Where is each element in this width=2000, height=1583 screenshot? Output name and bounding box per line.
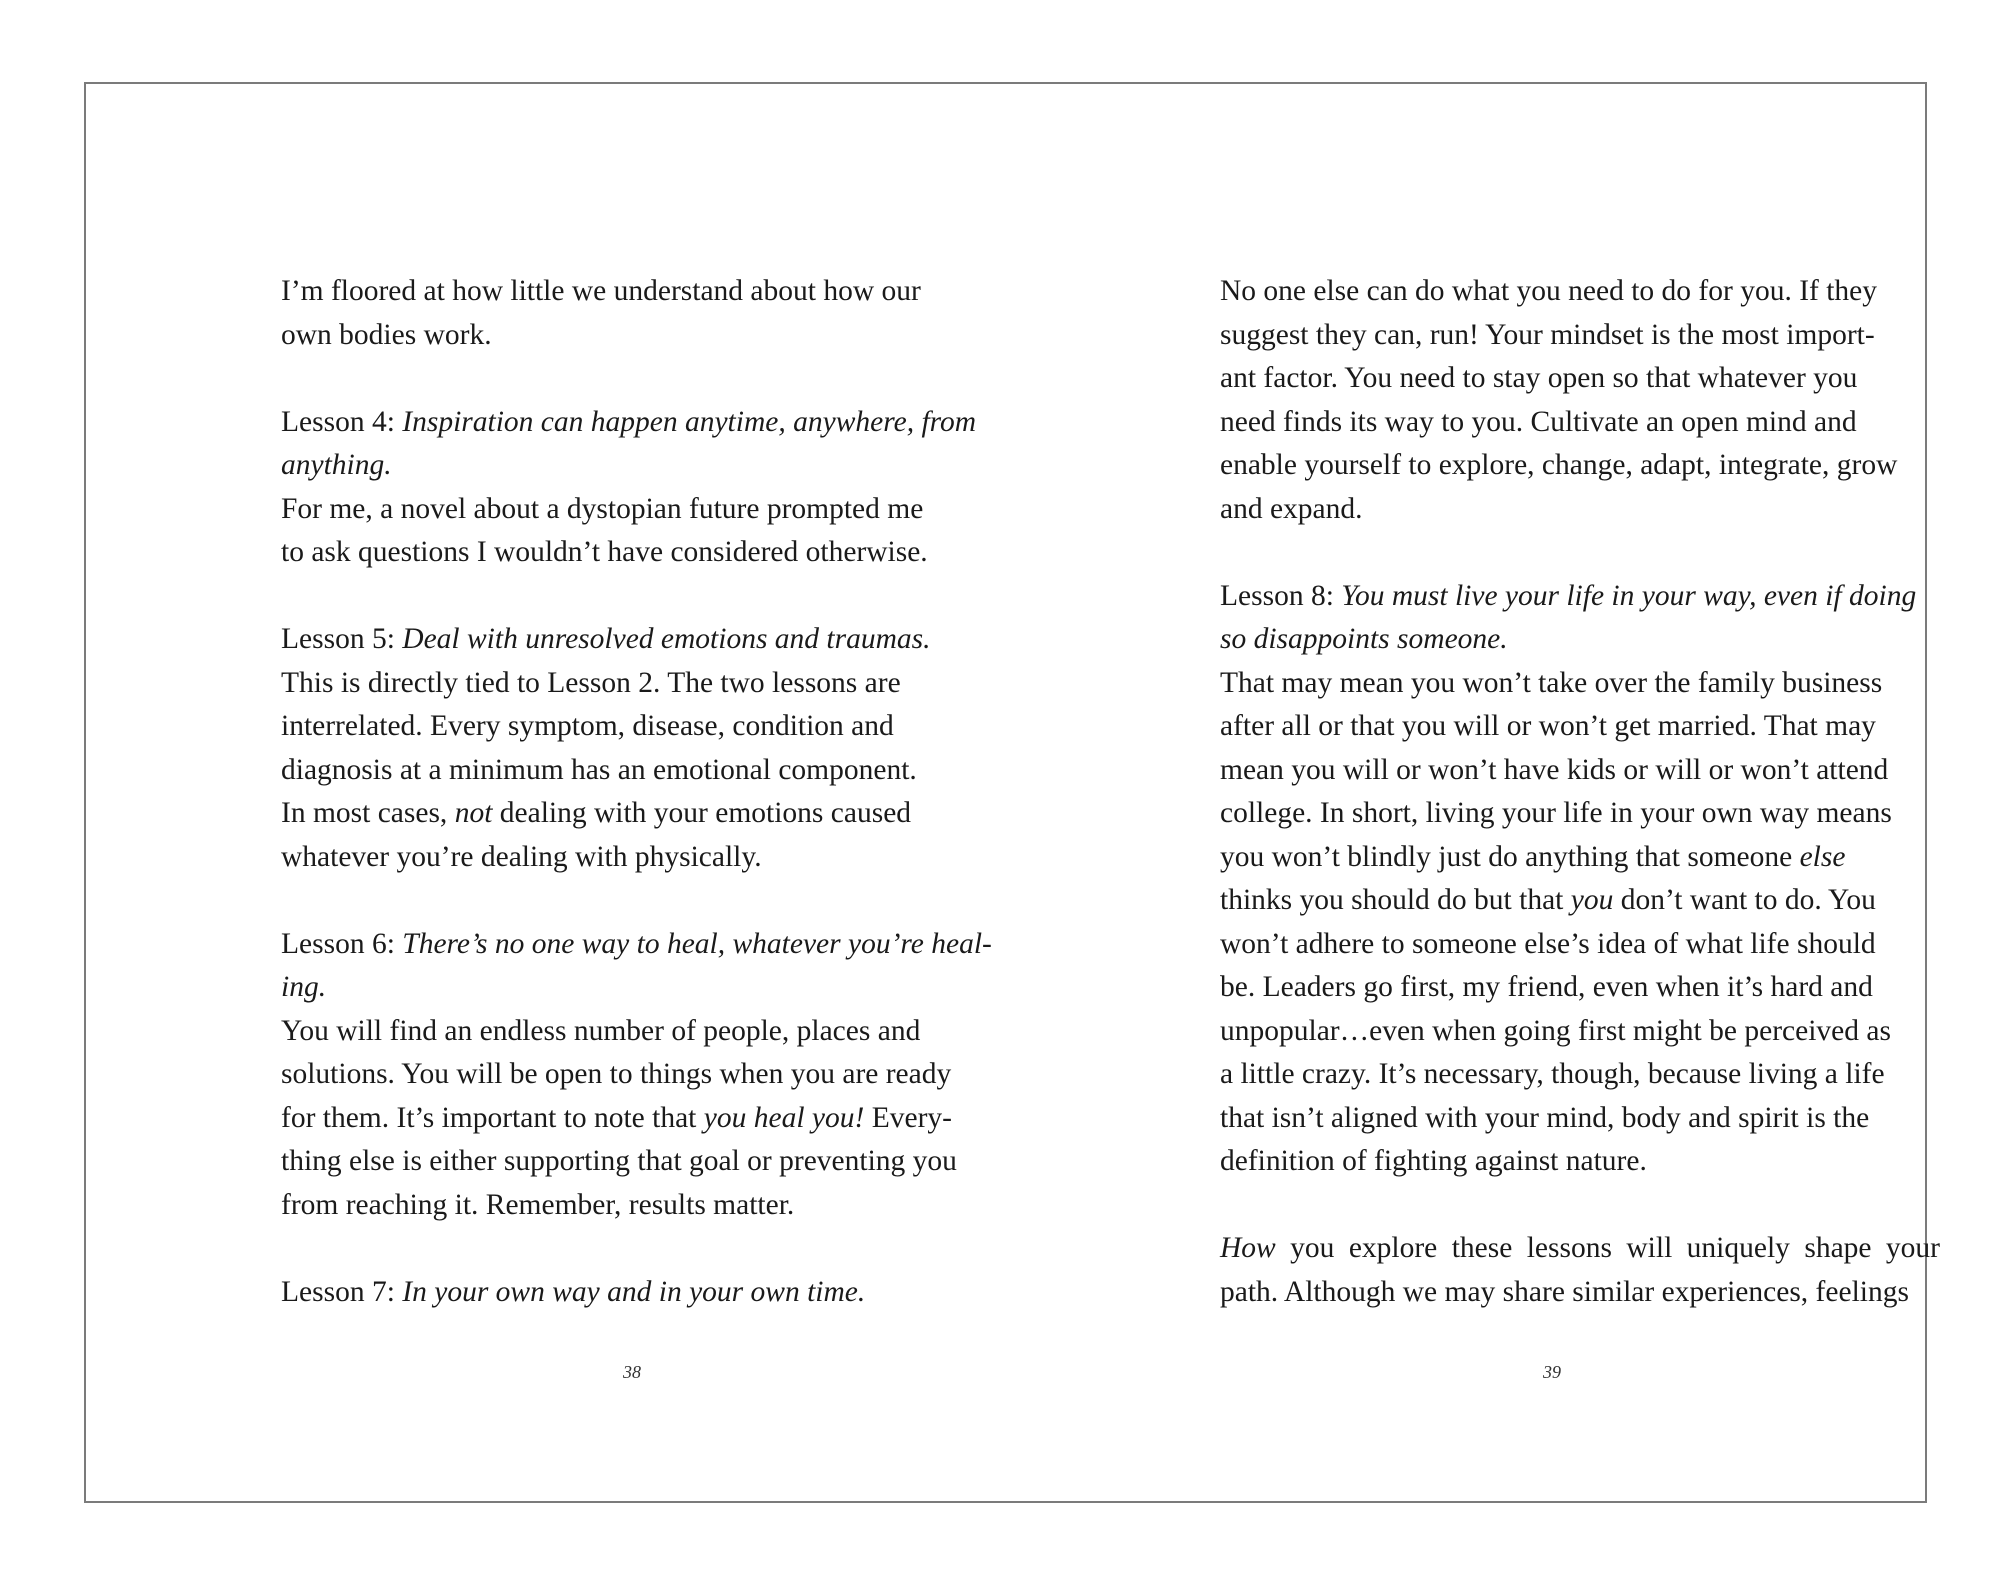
page-number-left: 38 — [623, 1362, 641, 1382]
closing-line: path. Although we may share similar experiences, feelings — [1220, 1275, 1909, 1308]
lesson-8-body-line: you won’t blindly just do anything that someone else — [1220, 840, 1846, 873]
lesson-8-body-line: mean you will or won’t have kids or will or won’t attend — [1220, 753, 1889, 786]
page-number-right: 39 — [1543, 1362, 1561, 1382]
lesson-7-heading: Lesson 7: In your own way and in your own time. — [281, 1275, 866, 1308]
book-spread-frame — [84, 82, 1940, 1503]
lesson-6-body-line: solutions. You will be open to things when you are ready — [281, 1058, 952, 1090]
lesson-4-body-line: to ask questions I wouldn’t have considered otherwise. — [281, 536, 928, 568]
lesson-5-body-line: diagnosis at a minimum has an emotional component. — [281, 753, 917, 786]
paragraph-line: need finds its way to you. Cultivate an open mind and — [1220, 405, 1857, 438]
lesson-4-heading-cont: anything. — [281, 449, 392, 481]
paragraph-line: No one else can do what you need to do for you. If they — [1220, 275, 1878, 307]
lesson-8-body-line: won’t adhere to someone else’s idea of what life should — [1220, 927, 1876, 960]
lesson-6-heading: Lesson 6: There’s no one way to heal, whatever you’re heal- — [281, 927, 992, 960]
lesson-8-body-line: be. Leaders go first, my friend, even when it’s hard and — [1220, 971, 1873, 1003]
lesson-5-heading: Lesson 5: Deal with unresolved emotions and traumas. — [281, 623, 931, 655]
lesson-5-body-line: In most cases, not dealing with your emotions caused — [281, 797, 912, 829]
lesson-6-body-line: from reaching it. Remember, results matter. — [281, 1188, 795, 1221]
lesson-8-heading-cont: so disappoints someone. — [1220, 623, 1508, 655]
lesson-8-body-line: a little crazy. It’s necessary, though, because living a life — [1220, 1058, 1885, 1090]
right-page-text — [1220, 270, 1940, 1314]
lesson-8-body-line: That may mean you won’t take over the family business — [1220, 666, 1883, 699]
lesson-8-body-line: thinks you should do but that you don’t want to do. You — [1220, 884, 1876, 916]
lesson-4-heading: Lesson 4: Inspiration can happen anytime, anywhere, from — [281, 405, 977, 438]
paragraph-line: suggest they can, run! Your mindset is the most import- — [1220, 318, 1875, 351]
lesson-6-body-line: thing else is either supporting that goal or preventing you — [281, 1145, 957, 1177]
lesson-6-body-line: for them. It’s important to note that you heal you! Every- — [281, 1101, 952, 1134]
paragraph-line: and expand. — [1220, 492, 1363, 525]
intro-line: I’m floored at how little we understand about how our — [281, 275, 921, 307]
lesson-5-body-line: whatever you’re dealing with physically. — [281, 840, 762, 873]
lesson-5-body-line: interrelated. Every symptom, disease, condition and — [281, 710, 894, 742]
lesson-8-heading: Lesson 8: You must live your life in your way, even if doing — [1220, 579, 1917, 612]
intro-line: own bodies work. — [281, 318, 492, 351]
closing-line: How you explore these lessons will uniquely shape your — [1220, 1232, 1940, 1264]
lesson-6-body-line: You will find an endless number of people, places and — [281, 1014, 921, 1047]
lesson-5-body-line: This is directly tied to Lesson 2. The two lessons are — [281, 666, 901, 699]
lesson-8-body-line: college. In short, living your life in your own way means — [1220, 797, 1892, 829]
paragraph-line: enable yourself to explore, change, adapt, integrate, grow — [1220, 449, 1898, 481]
left-page-text — [281, 270, 1001, 1314]
lesson-6-heading-cont: ing. — [281, 971, 327, 1003]
paragraph-line: ant factor. You need to stay open so that whatever you — [1220, 362, 1858, 394]
lesson-8-body-line: that isn’t aligned with your mind, body and spirit is the — [1220, 1101, 1870, 1134]
lesson-4-body-line: For me, a novel about a dystopian future prompted me — [281, 492, 924, 525]
lesson-8-body-line: unpopular…even when going first might be perceived as — [1220, 1014, 1891, 1047]
lesson-8-body-line: definition of fighting against nature. — [1220, 1145, 1647, 1177]
lesson-8-body-line: after all or that you will or won’t get married. That may — [1220, 710, 1876, 742]
